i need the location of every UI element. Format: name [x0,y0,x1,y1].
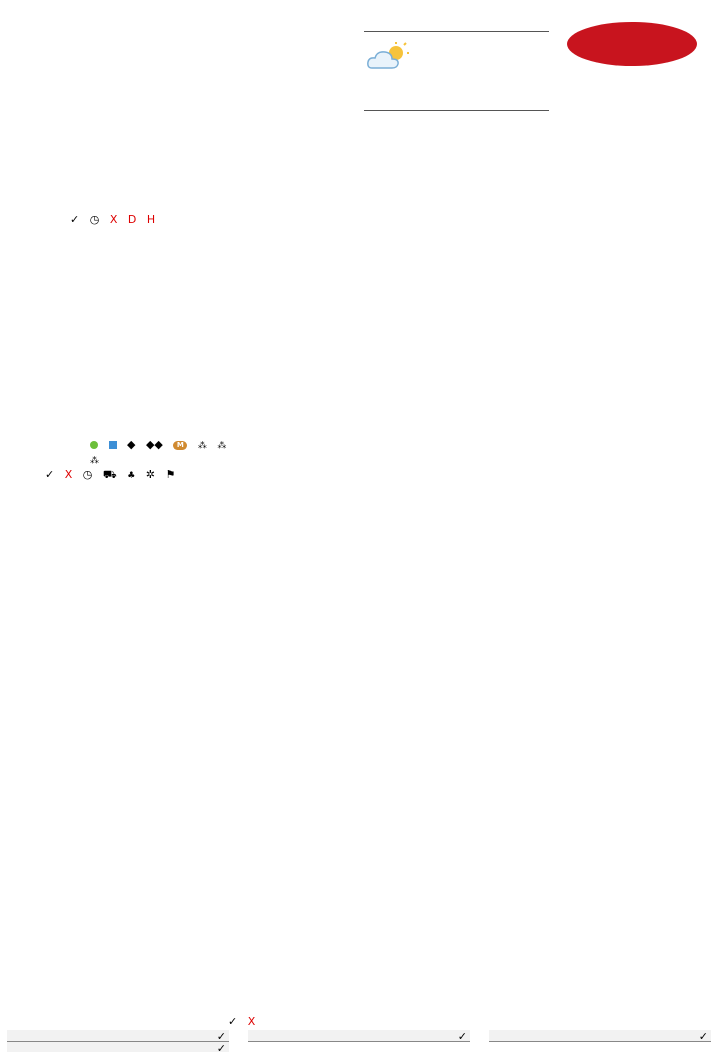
closed-x-icon: X [109,213,118,226]
check-icon: ✓ [457,1030,467,1042]
check-icon: ✓ [228,1015,238,1028]
lifts-legend [70,213,155,226]
weather-divider [364,31,549,32]
difficult-icon [109,441,117,449]
snow-divider [364,110,549,111]
snowpark-icon: M [173,441,187,450]
extreme-icon: ◆◆ [145,438,163,451]
attraction-row[interactable] [7,1042,229,1052]
easy-icon [90,441,98,449]
partly-cloudy-icon [366,42,412,72]
trails-legend-difficulty [90,438,226,451]
delayed-d-icon: D [127,213,137,226]
moguls-top-icon: ⁂ [217,441,227,451]
glades-icon: ♣ [127,471,136,481]
closed-x-icon: X [64,468,73,481]
tremblant-logo[interactable] [567,22,697,66]
trails-legend-status [45,468,175,483]
attraction-row[interactable] [248,1030,470,1042]
attractions-legend [228,1015,255,1028]
snowmaking-icon: ✲ [145,468,156,481]
moguls-bottom-icon: ⁂ [90,456,99,466]
trails-legend-moguls-bottom [90,453,99,466]
clock-icon: ◷ [89,213,100,226]
very-difficult-icon: ◆ [127,438,136,451]
check-icon: ✓ [216,1042,226,1052]
grooming-icon: ⛟ [102,468,117,481]
check-icon: ✓ [698,1030,708,1042]
hold-h-icon: H [146,213,156,226]
race-flag-icon: ⚑ [165,468,176,481]
attraction-row[interactable] [489,1030,711,1042]
moguls-icon: ⁂ [197,441,207,451]
clock-icon: ◷ [82,468,93,481]
check-icon: ✓ [216,1030,226,1042]
check-icon: ✓ [70,213,80,226]
attraction-row[interactable] [7,1030,229,1042]
closed-x-icon: X [247,1015,256,1028]
check-icon: ✓ [45,468,55,481]
